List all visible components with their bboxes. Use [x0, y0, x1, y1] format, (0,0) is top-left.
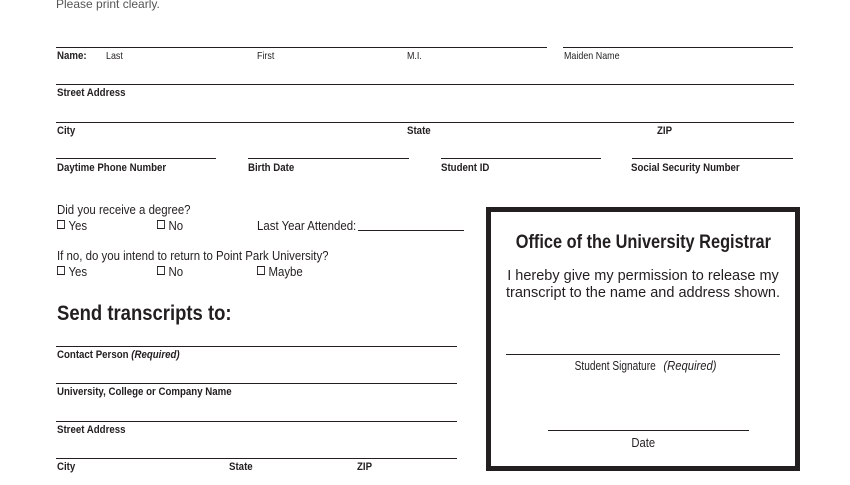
- middle-initial-label: M.I.: [407, 50, 422, 62]
- return-yes-option[interactable]: [57, 264, 87, 279]
- degree-yes-option[interactable]: [57, 218, 87, 233]
- send-zip-label: ZIP: [357, 461, 373, 473]
- send-city-state-zip-line[interactable]: [56, 458, 457, 459]
- checkbox-icon[interactable]: [57, 266, 65, 275]
- zip-label: ZIP: [657, 125, 673, 137]
- checkbox-icon[interactable]: [157, 266, 165, 275]
- return-maybe-label: Maybe: [268, 264, 303, 279]
- first-name-label: First: [257, 50, 275, 62]
- last-year-attended-label: Last Year Attended:: [257, 218, 357, 233]
- phone-line[interactable]: [56, 158, 216, 159]
- signature-line[interactable]: [506, 354, 780, 355]
- send-transcripts-heading: Send transcripts to:: [57, 302, 232, 325]
- street-address-line[interactable]: [56, 84, 794, 85]
- registrar-title: [491, 232, 795, 254]
- street-address-label: Street Address: [57, 87, 126, 99]
- institution-label: University, College or Company Name: [57, 386, 232, 398]
- return-yes-label: Yes: [68, 264, 88, 279]
- maiden-name-label: Maiden Name: [564, 50, 620, 62]
- contact-person-text: Contact Person: [57, 349, 129, 361]
- degree-no-option[interactable]: [157, 218, 183, 233]
- degree-question: Did you receive a degree?: [57, 202, 191, 217]
- ssn-line[interactable]: [632, 158, 793, 159]
- signature-caption: [491, 359, 795, 373]
- student-id-label: Student ID: [441, 162, 490, 174]
- send-state-label: State: [229, 461, 253, 473]
- return-maybe-option[interactable]: [257, 264, 303, 279]
- return-no-label: No: [168, 264, 184, 279]
- degree-yes-label: Yes: [68, 218, 88, 233]
- name-line[interactable]: [56, 47, 547, 48]
- instruction-text: Please print clearly.: [56, 0, 160, 11]
- state-label: State: [407, 125, 431, 137]
- phone-label: Daytime Phone Number: [57, 162, 167, 174]
- contact-person-label: [57, 349, 180, 361]
- date-line[interactable]: [548, 430, 749, 431]
- signature-required-text: (Required): [663, 359, 717, 373]
- contact-person-line[interactable]: [56, 346, 457, 347]
- birth-date-line[interactable]: [248, 158, 409, 159]
- registrar-box: [486, 207, 800, 471]
- name-label: Name:: [57, 50, 87, 62]
- signature-label: Student Signature: [574, 359, 656, 373]
- city-state-zip-line[interactable]: [56, 122, 794, 123]
- birth-date-label: Birth Date: [248, 162, 295, 174]
- date-label: Date: [631, 436, 655, 450]
- institution-line[interactable]: [56, 383, 457, 384]
- ssn-label: Social Security Number: [631, 162, 740, 174]
- student-id-line[interactable]: [441, 158, 601, 159]
- date-caption: [491, 436, 795, 450]
- contact-required-text: (Required): [131, 349, 180, 361]
- checkbox-icon[interactable]: [57, 220, 65, 229]
- return-no-option[interactable]: [157, 264, 183, 279]
- send-street-label: Street Address: [57, 424, 126, 436]
- return-question: If no, do you intend to return to Point Park University?: [57, 248, 329, 263]
- degree-no-label: No: [168, 218, 184, 233]
- send-street-line[interactable]: [56, 421, 457, 422]
- permission-text: I hereby give my permission to release my transcript to the name and address shown.: [505, 268, 781, 301]
- send-city-label: City: [57, 461, 76, 473]
- checkbox-icon[interactable]: [257, 266, 265, 275]
- city-label: City: [57, 125, 76, 137]
- maiden-name-line[interactable]: [563, 47, 793, 48]
- checkbox-icon[interactable]: [157, 220, 165, 229]
- last-year-attended-line[interactable]: [358, 230, 464, 231]
- last-name-label: Last: [106, 50, 123, 62]
- registrar-title-text: Office of the University Registrar: [515, 232, 771, 253]
